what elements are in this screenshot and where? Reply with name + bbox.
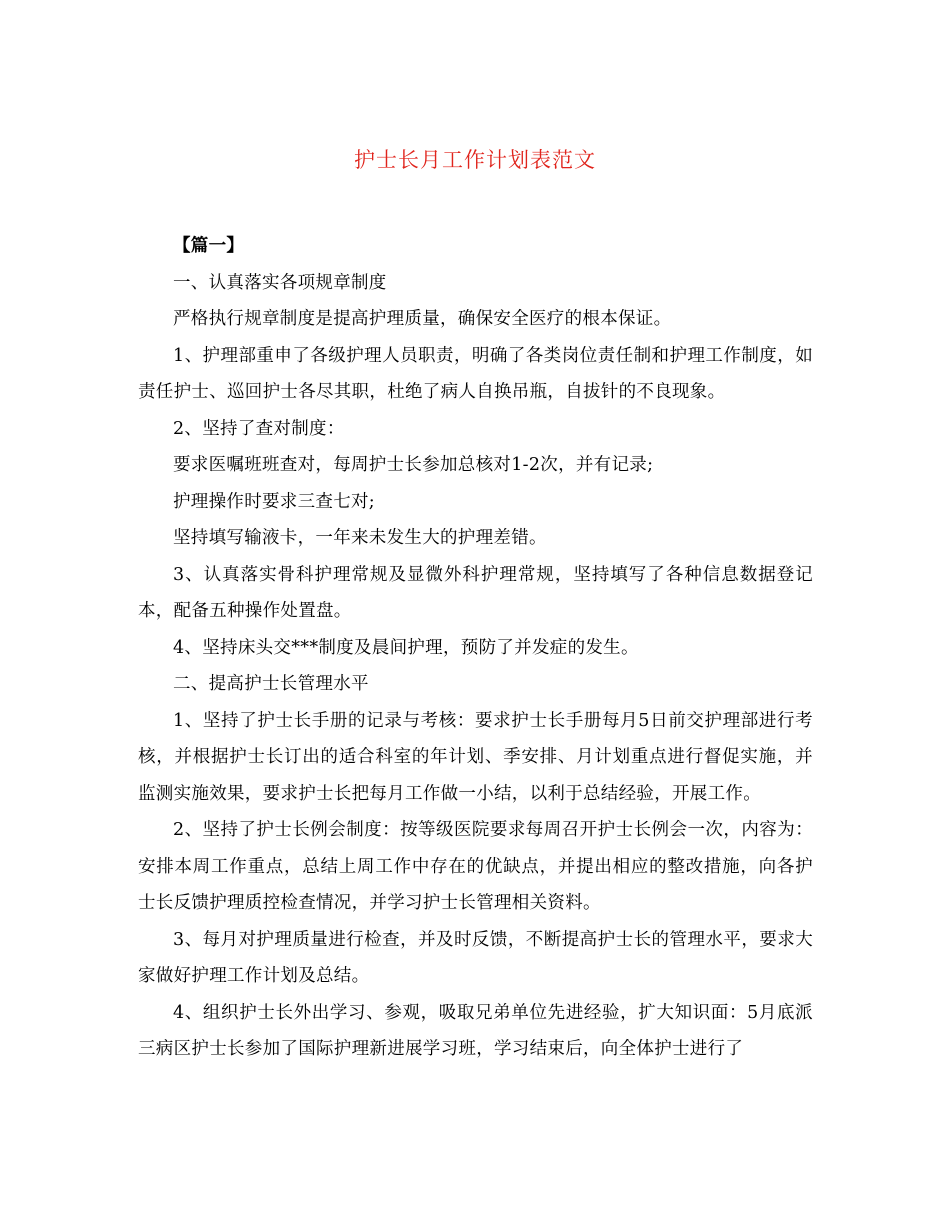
document-title: 护士长月工作计划表范文 bbox=[354, 148, 596, 172]
paragraph: 坚持填写输液卡，一年来未发生大的护理差错。 bbox=[173, 528, 547, 548]
paragraph: 1、护理部重申了各级护理人员职责，明确了各类岗位责任制和护理工作制度，如责任护士、巡回护士各尽其职，杜绝了病人自换吊瓶，自拔针的不良现象。 bbox=[138, 345, 813, 402]
document-body bbox=[138, 228, 813, 1068]
section-heading: 二、提高护士长管理水平 bbox=[173, 674, 369, 694]
paragraph: 1、坚持了护士长手册的记录与考核：要求护士长手册每月5日前交护理部进行考核，并根据护士长订出的适合科室的年计划、季安排、月计划重点进行督促实施，并监测实施效果，要求护士长把每月工作做一小结，以利于总结经验，开展工作。 bbox=[138, 710, 813, 804]
paragraph: 4、组织护士长外出学习、参观，吸取兄弟单位先进经验，扩大知识面：5月底派三病区护士长参加了国际护理新进展学习班，学习结束后，向全体护士进行了 bbox=[138, 1002, 813, 1059]
paragraph: 4、坚持床头交***制度及晨间护理，预防了并发症的发生。 bbox=[173, 637, 639, 658]
paragraph: 要求医嘱班班查对，每周护士长参加总核对1-2次，并有记录; bbox=[173, 455, 654, 475]
paragraph: 2、坚持了查对制度： bbox=[173, 418, 345, 439]
paragraph: 3、认真落实骨科护理常规及显微外科护理常规，坚持填写了各种信息数据登记本，配备五种操作处置盘。 bbox=[138, 564, 813, 621]
paragraph: 严格执行规章制度是提高护理质量，确保安全医疗的根本保证。 bbox=[173, 309, 672, 329]
paragraph: 护理操作时要求三查七对; bbox=[173, 491, 375, 512]
section-heading: 一、认真落实各项规章制度 bbox=[173, 272, 387, 293]
paragraph: 3、每月对护理质量进行检查，并及时反馈，不断提高护士长的管理水平，要求大家做好护理工作计划及总结。 bbox=[138, 929, 813, 986]
section-marker: 【篇一】 bbox=[173, 236, 245, 256]
paragraph: 2、坚持了护士长例会制度：按等级医院要求每周召开护士长例会一次，内容为：安排本周工作重点，总结上周工作中存在的优缺点，并提出相应的整改措施，向各护士长反馈护理质控检查情况，并学习护士长管理相关资料。 bbox=[138, 820, 813, 913]
